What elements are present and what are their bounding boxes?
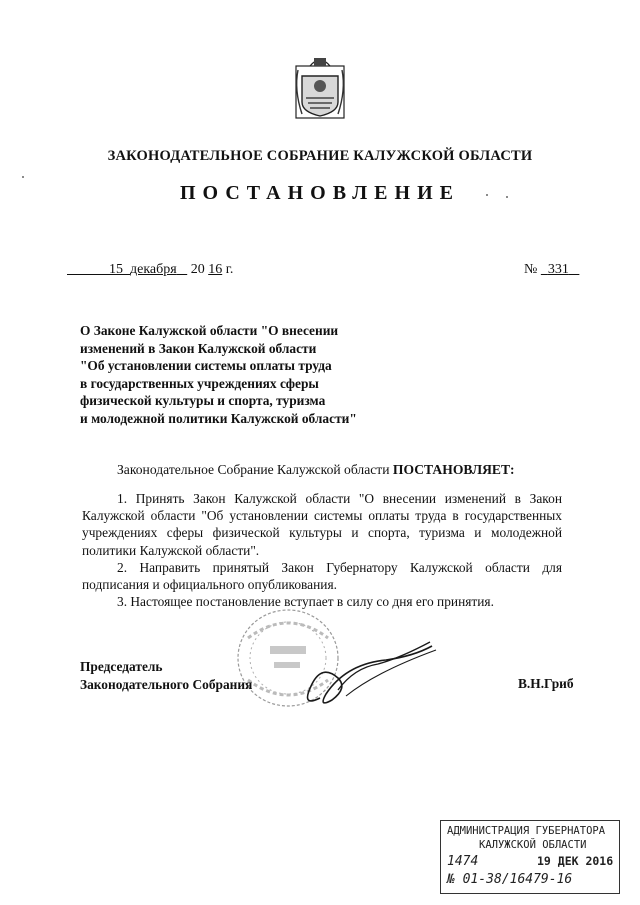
signatory-name: В.Н.Гриб: [518, 676, 574, 691]
stamp-date: 19 ДЕК 2016: [537, 854, 614, 868]
scan-speck: [486, 194, 488, 196]
signatory-title: [80, 658, 252, 694]
resolution-paragraph-3: 3. Настоящее постановление вступает в силу со дня его принятия.: [117, 594, 494, 610]
registration-stamp: [440, 820, 620, 894]
resolution-body: [82, 490, 562, 610]
coat-of-arms-icon: [292, 56, 348, 120]
handwritten-signature: [250, 636, 450, 716]
resolution-paragraph-1: 1. Принять Закон Калужской области "О внесении изменений в Закон Калужской области "Об установлении системы оплаты труда в государственных учреждениях сферы физической культуры и спорта, туризма и молодежной политики Калужской области".: [82, 491, 562, 558]
subject-line: в государственных учреждениях сферы: [80, 375, 319, 391]
stamp-handwritten-code: 1474: [447, 854, 479, 869]
preamble: [117, 462, 515, 478]
scan-speck: [506, 196, 508, 198]
stamp-line1: АДМИНИСТРАЦИЯ ГУБЕРНАТОРА: [447, 825, 606, 837]
date-day: 15 декабря: [109, 262, 177, 277]
number-value: 331: [547, 262, 569, 277]
subject-line: О Законе Калужской области "О внесении: [80, 323, 339, 338]
date-year-prefix: 20: [190, 262, 205, 277]
document-date: [67, 262, 233, 278]
document-number: [524, 262, 579, 278]
organization-title: ЗАКОНОДАТЕЛЬНОЕ СОБРАНИЕ КАЛУЖСКОЙ ОБЛАСТИ: [107, 148, 533, 164]
date-year-suffix: 16: [208, 262, 223, 277]
preamble-verb: ПОСТАНОВЛЯЕТ:: [392, 462, 515, 477]
stamp-line2: КАЛУЖСКОЙ ОБЛАСТИ: [479, 839, 587, 851]
signatory-title-line2: Законодательного Собрания: [80, 677, 253, 692]
subject-line: "Об установлении системы оплаты труда: [80, 358, 332, 374]
document-type-heading: ПОСТАНОВЛЕНИЕ: [180, 182, 460, 204]
date-unit: г.: [225, 262, 234, 277]
subject-line: изменений в Закон Калужской области: [80, 340, 317, 356]
document-subject: [80, 322, 400, 428]
signatory-title-line1: Председатель: [80, 659, 163, 674]
resolution-paragraph-2: 2. Направить принятый Закон Губернатору Калужской области для подписания и официального опубликования.: [82, 559, 562, 593]
subject-line: физической культуры и спорта, туризма: [80, 393, 326, 409]
stamp-number: № 01-38/16479-16: [447, 872, 573, 887]
number-prefix: №: [524, 262, 538, 277]
preamble-text: Законодательное Собрание Калужской области: [117, 462, 390, 477]
scan-speck: [22, 176, 24, 178]
subject-line: и молодежной политики Калужской области": [80, 410, 357, 426]
